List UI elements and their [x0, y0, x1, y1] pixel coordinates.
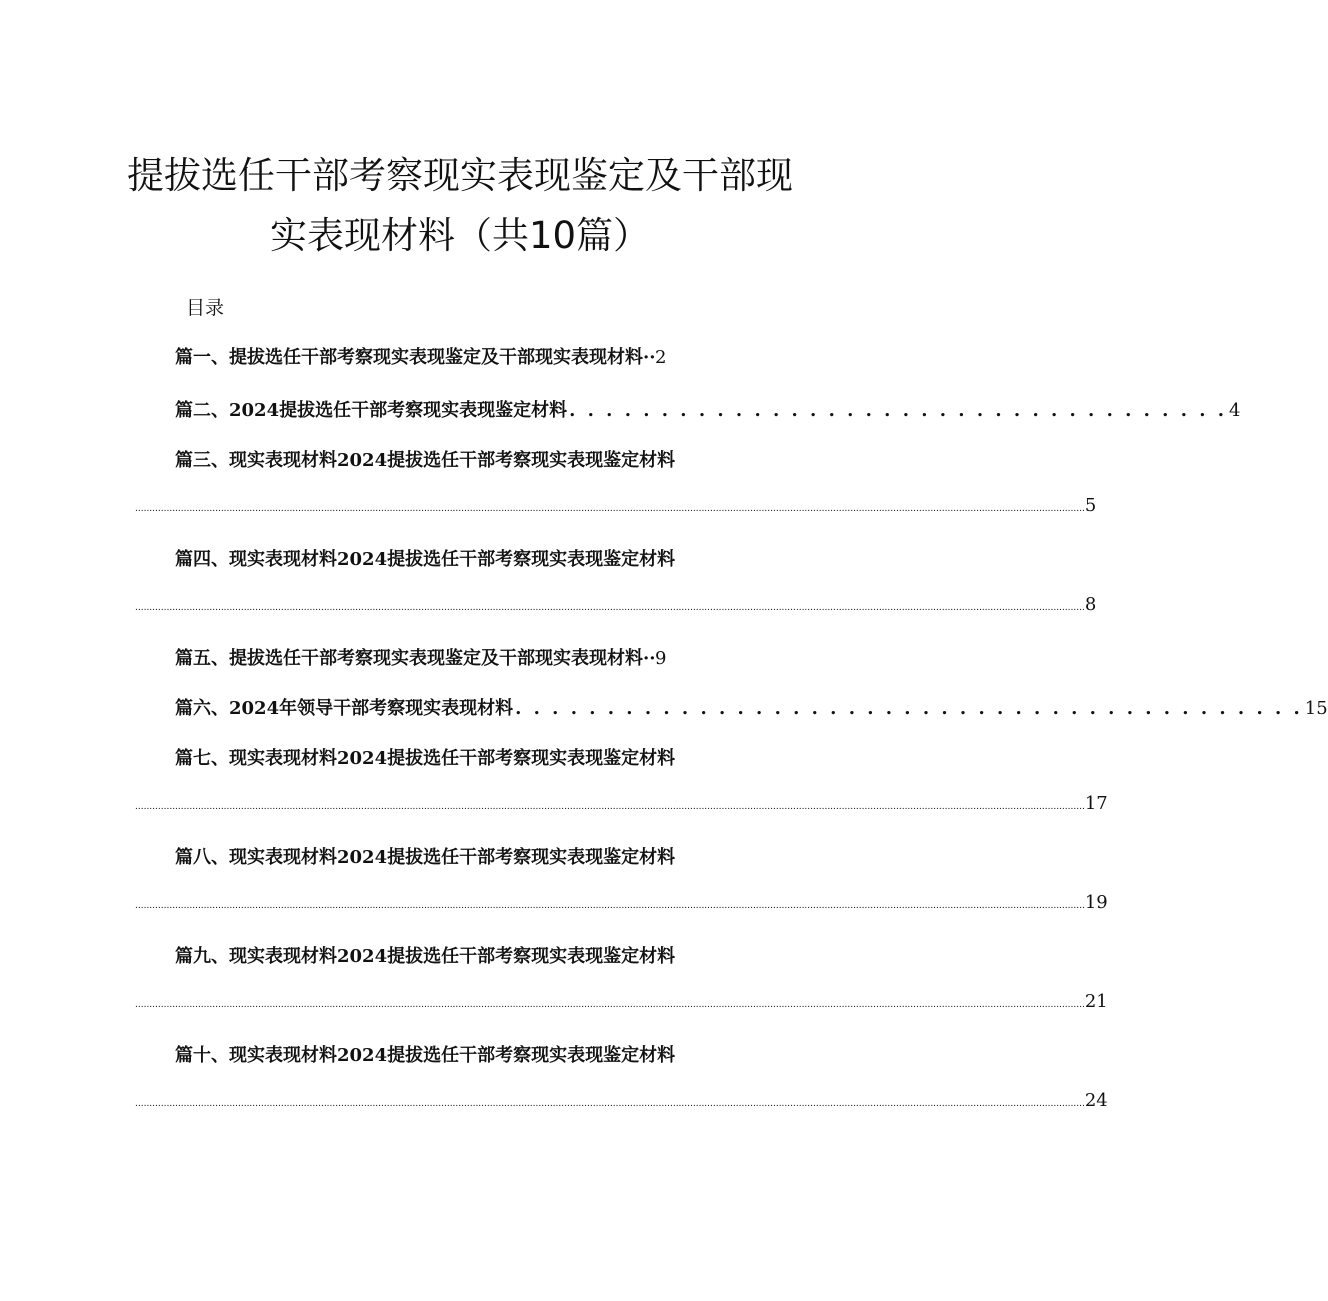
toc-entry-label: 篇五、提拔选任干部考察现实表现鉴定及干部现实表现材料	[175, 648, 643, 669]
toc-entry-label: 篇八、现实表现材料2024提拔选任干部考察现实表现鉴定材料	[175, 847, 676, 868]
toc-entry-page: 24	[1084, 1090, 1108, 1111]
toc-entry-9-leader[interactable]	[135, 991, 1108, 1017]
toc-leader: ............................................................................................................................................................................................................................................................................................................................................	[135, 1000, 1085, 1010]
toc-entry-page: 19	[1084, 892, 1108, 913]
document-title-line-2: 实表现材料（共10篇）	[269, 214, 651, 257]
toc-leader: ··	[643, 347, 656, 368]
toc-entry-3-leader[interactable]	[135, 495, 1097, 521]
toc-leader: . . . . . . . . . . . . . . . . . . . . . . . . . . . . . . . . . . . . . . . . . . .	[515, 698, 1303, 719]
toc-entry-10[interactable]	[175, 1041, 675, 1067]
toc-heading: 目录	[186, 297, 225, 319]
toc-entry-label: 篇一、提拔选任干部考察现实表现鉴定及干部现实表现材料	[175, 347, 643, 368]
toc-entry-label: 篇十、现实表现材料2024提拔选任干部考察现实表现鉴定材料	[175, 1045, 676, 1066]
toc-leader: ............................................................................................................................................................................................................................................................................................................................................	[135, 802, 1085, 812]
document-title-line-1: 提拔选任干部考察现实表现鉴定及干部现	[127, 154, 793, 197]
toc-entry-page: 2	[655, 347, 667, 368]
toc-entry-10-leader[interactable]	[135, 1090, 1108, 1116]
toc-entry-8[interactable]	[175, 843, 675, 869]
toc-entry-6[interactable]	[175, 694, 1328, 722]
toc-entry-page: 8	[1084, 594, 1097, 615]
toc-entry-page: 21	[1084, 991, 1108, 1012]
toc-entry-page: 5	[1084, 495, 1097, 516]
toc-entry-9[interactable]	[175, 942, 675, 968]
toc-leader: ............................................................................................................................................................................................................................................................................................................................................	[135, 603, 1085, 613]
toc-entry-7-leader[interactable]	[135, 793, 1108, 819]
toc-entry-page: 4	[1229, 400, 1241, 421]
toc-entry-page: 9	[655, 648, 667, 669]
toc-leader: ............................................................................................................................................................................................................................................................................................................................................	[135, 901, 1085, 911]
toc-entry-page: 17	[1084, 793, 1108, 814]
toc-entry-label: 篇四、现实表现材料2024提拔选任干部考察现实表现鉴定材料	[175, 549, 676, 570]
toc-entry-8-leader[interactable]	[135, 892, 1108, 918]
toc-leader: ............................................................................................................................................................................................................................................................................................................................................	[135, 1099, 1085, 1109]
toc-leader: ............................................................................................................................................................................................................................................................................................................................................	[135, 504, 1085, 514]
toc-entry-label: 篇九、现实表现材料2024提拔选任干部考察现实表现鉴定材料	[175, 946, 676, 967]
toc-entry-page: 15	[1304, 698, 1328, 719]
toc-entry-label: 篇三、现实表现材料2024提拔选任干部考察现实表现鉴定材料	[175, 450, 676, 471]
toc-leader: ··	[643, 648, 656, 669]
toc-entry-4-leader[interactable]	[135, 594, 1097, 620]
toc-leader: . . . . . . . . . . . . . . . . . . . . . . . . . . . . . . . . . . . .	[569, 400, 1228, 421]
toc-entry-3[interactable]	[175, 446, 675, 472]
toc-entry-label: 篇二、2024提拔选任干部考察现实表现鉴定材料	[175, 400, 568, 421]
toc-entry-5[interactable]	[175, 644, 770, 672]
toc-entry-7[interactable]	[175, 744, 675, 770]
toc-entry-label: 篇七、现实表现材料2024提拔选任干部考察现实表现鉴定材料	[175, 748, 676, 769]
toc-entry-label: 篇六、2024年领导干部考察现实表现材料	[175, 698, 514, 719]
toc-entry-1[interactable]	[175, 343, 770, 371]
toc-entry-2[interactable]	[175, 396, 1241, 424]
toc-entry-4[interactable]	[175, 545, 675, 571]
